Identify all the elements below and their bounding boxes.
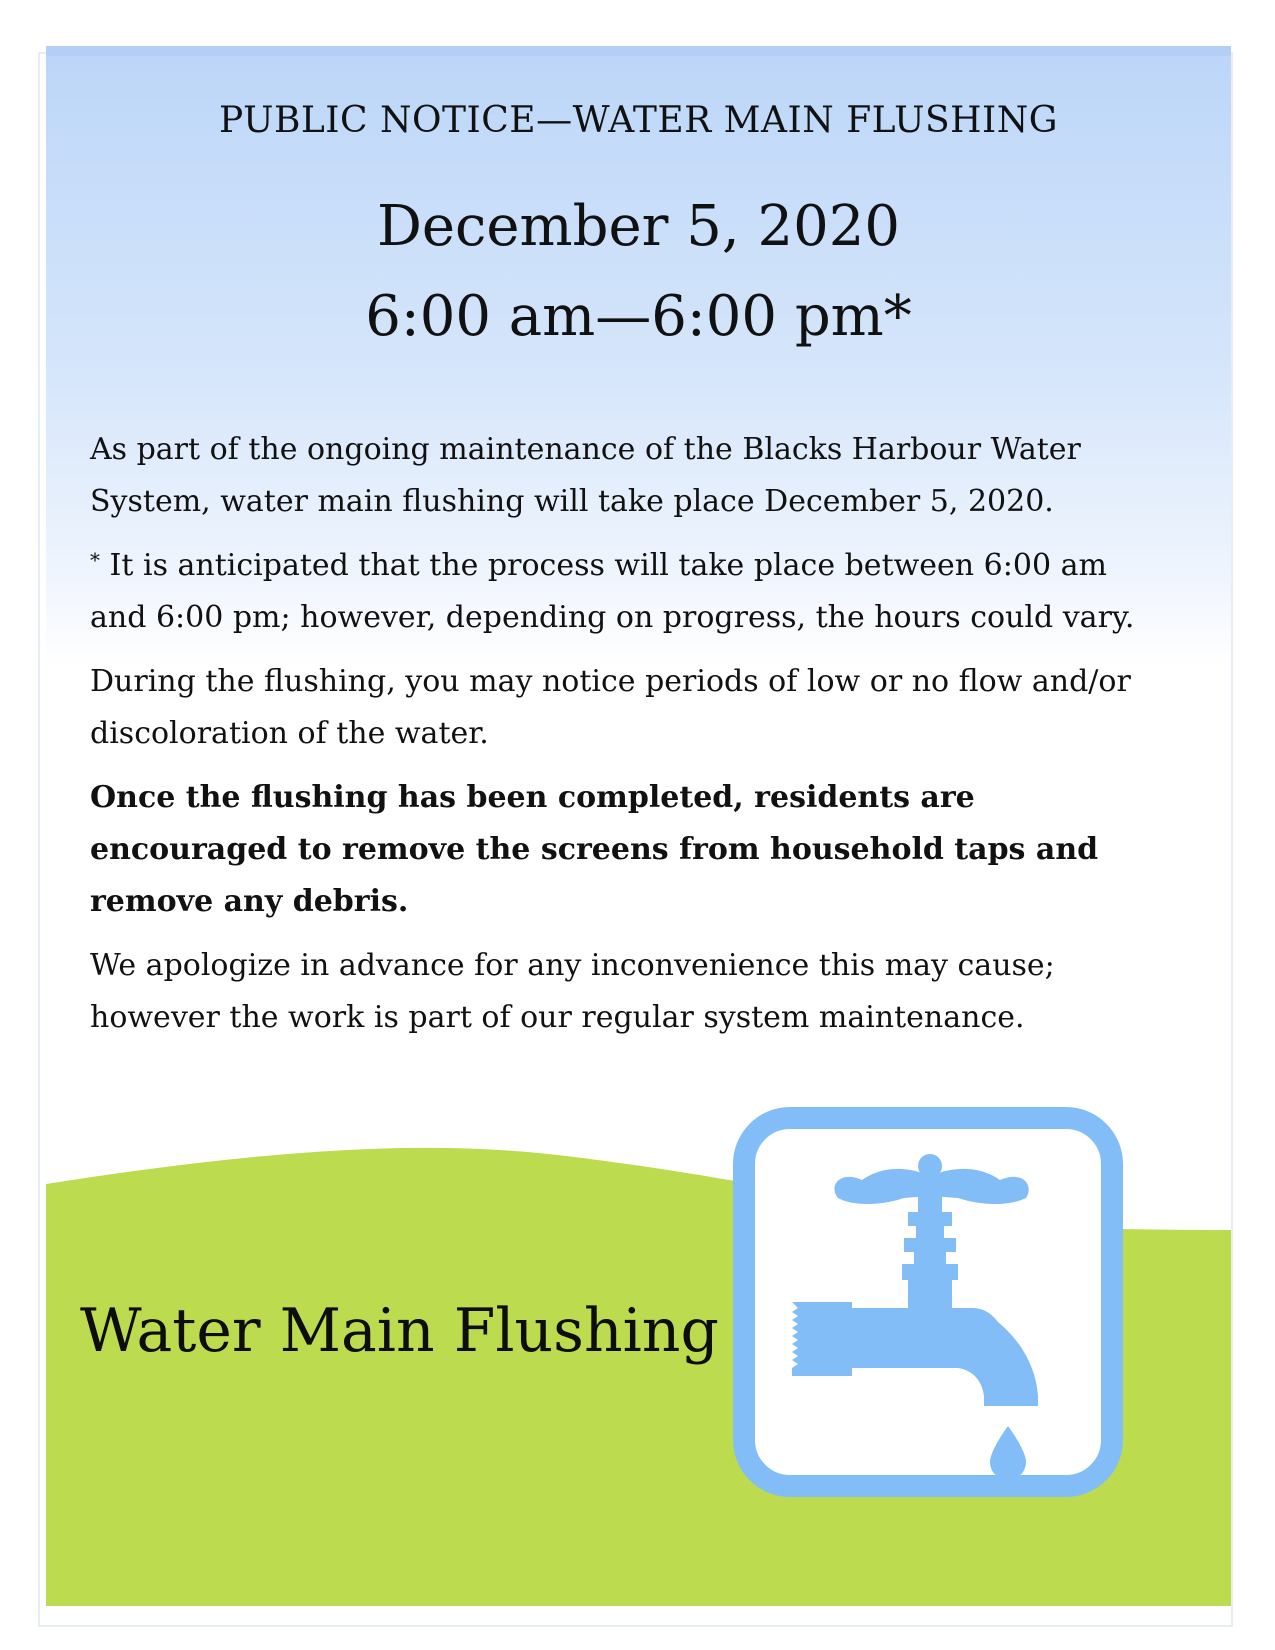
paragraph-maintenance: As part of the ongoing maintenance of the Blacks Harbour Water System, water main flushing will take place December 5, 2020.	[90, 432, 1081, 519]
paragraph-flow: During the flushing, you may notice periods of low or no flow and/or discoloration of the water.	[90, 664, 1131, 751]
paragraph-screens: Once the flushing has been completed, residents are encouraged to remove the screens from household taps and remove any debris.	[90, 780, 1099, 919]
paragraph-apology: We apologize in advance for any inconvenience this may cause; however the work is part of our regular system maintenance.	[90, 948, 1055, 1035]
footnote-marker: *	[90, 548, 100, 572]
faucet-icon	[732, 1106, 1124, 1498]
paragraph-hours	[90, 540, 1170, 644]
notice-time: 6:00 am—6:00 pm*	[365, 284, 912, 349]
notice-poster	[46, 46, 1231, 1606]
notice-date: December 5, 2020	[377, 194, 900, 259]
paragraph-hours-text: It is anticipated that the process will take place between 6:00 am and 6:00 pm; however, depending on progress, the hours could vary.	[90, 548, 1135, 635]
notice-heading: PUBLIC NOTICE—WATER MAIN FLUSHING	[219, 100, 1058, 141]
top-strip	[46, 46, 1231, 56]
footer-title: Water Main Flushing	[80, 1296, 719, 1366]
notice-body	[90, 424, 1170, 1056]
